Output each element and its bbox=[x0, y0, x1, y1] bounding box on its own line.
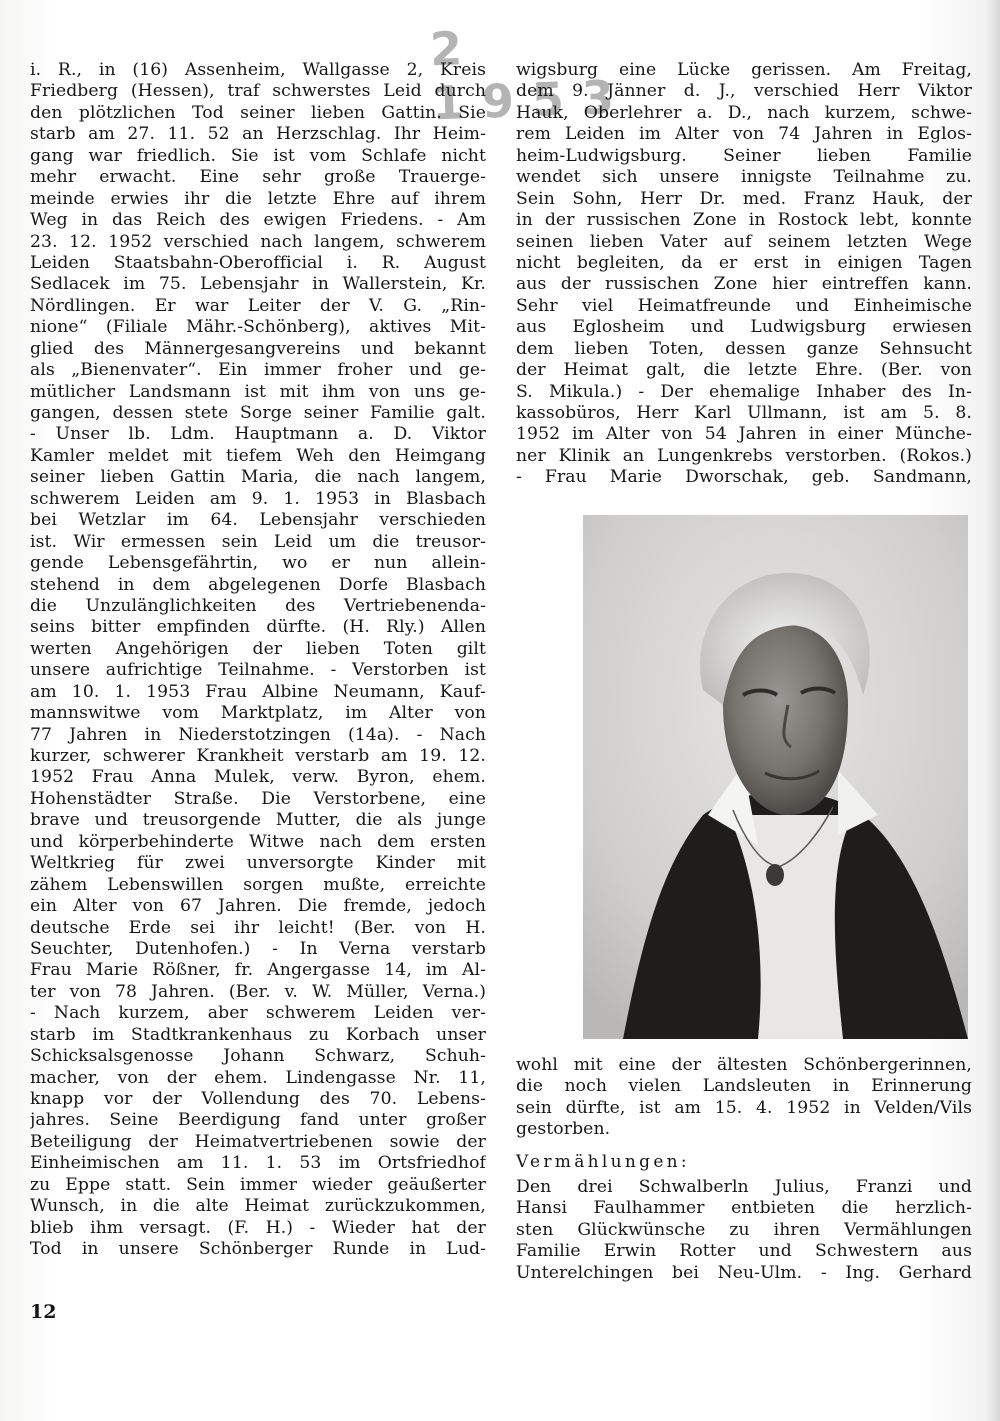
text-line: stehend in dem abgelegenen Dorfe Blasbach bbox=[30, 574, 486, 595]
text-line: gende Lebensgefährtin, wo er nun allein- bbox=[30, 553, 486, 574]
text-line: mütlicher Landsmann ist mit ihm von uns ge- bbox=[30, 381, 486, 402]
text-line: brave und treusorgende Mutter, die als junge bbox=[30, 810, 486, 831]
text-line: - Frau Marie Dworschak, geb. Sandmann, bbox=[516, 467, 972, 488]
right-text-column bbox=[516, 60, 972, 489]
text-line: Den drei Schwalberln Julius, Franzi und bbox=[516, 1176, 972, 1197]
text-line: sten Glückwünsche zu ihren Vermählungen bbox=[516, 1219, 972, 1240]
text-line: Unterelchingen bei Neu-Ulm. - Ing. Gerhard bbox=[516, 1262, 972, 1283]
text-line: seiner lieben Gattin Maria, die nach langem, bbox=[30, 467, 486, 488]
text-line: Hohenstädter Straße. Die Verstorbene, eine bbox=[30, 788, 486, 809]
text-line: unsere aufrichtige Teilnahme. - Verstorben ist bbox=[30, 660, 486, 681]
text-line: blieb ihm versagt. (F. H.) - Wieder hat der bbox=[30, 1217, 486, 1238]
text-line: rem Leiden im Alter von 74 Jahren in Eglos- bbox=[516, 124, 972, 145]
text-line: nione“ (Filiale Mähr.-Schönberg), aktives Mit- bbox=[30, 317, 486, 338]
text-line: als „Bienenvater“. Ein immer froher und ge- bbox=[30, 360, 486, 381]
text-line: Familie Erwin Rotter und Schwestern aus bbox=[516, 1241, 972, 1262]
obituary-continuation bbox=[516, 60, 972, 489]
text-line: gangen, dessen stete Sorge seiner Familie galt. bbox=[30, 403, 486, 423]
text-line: kurzer, schwerer Krankheit verstarb am 19. 12. bbox=[30, 746, 486, 766]
text-line: Leiden Staatsbahn-Oberofficial i. R. August bbox=[30, 252, 486, 273]
text-line: am 10. 1. 1953 Frau Albine Neumann, Kauf- bbox=[30, 681, 486, 702]
archive-handwritten-mark: 2 1953 bbox=[429, 20, 633, 131]
text-line: Sein Sohn, Herr Dr. med. Franz Hauk, der bbox=[516, 188, 972, 209]
text-line: Tod in unsere Schönberger Runde in Lud- bbox=[30, 1239, 486, 1260]
text-line: 1952 Frau Anna Mulek, verw. Byron, ehem. bbox=[30, 767, 486, 788]
text-line: gestorben. bbox=[516, 1119, 611, 1140]
text-line: 77 Jahren in Niederstotzingen (14a). - Nach bbox=[30, 724, 486, 745]
text-line: Weltkrieg für zwei unversorgte Kinder mit bbox=[30, 853, 486, 874]
text-line: der Heimat galt, die letzte Ehre. (Ber. von bbox=[516, 360, 972, 381]
text-line: jahres. Seine Beerdigung fand unter großer bbox=[30, 1110, 486, 1131]
text-line: sein dürfte, ist am 15. 4. 1952 in Velden/Vils bbox=[516, 1097, 972, 1118]
text-line: Wunsch, in die alte Heimat zurückzukommen, bbox=[30, 1196, 486, 1217]
text-line: wigsburg eine Lücke gerissen. Am Freitag, bbox=[516, 60, 972, 80]
text-line: meinde erwies ihr die letzte Ehre auf ihrem bbox=[30, 188, 486, 209]
text-line: i. R., in (16) Assenheim, Wallgasse 2, Kreis bbox=[30, 60, 486, 80]
text-line: Schicksalsgenosse Johann Schwarz, Schuh- bbox=[30, 1046, 486, 1067]
text-line: den plötzlichen Tod seiner lieben Gattin. Sie bbox=[30, 102, 486, 123]
text-line: in der russischen Zone in Rostock lebt, konnte bbox=[516, 210, 972, 231]
text-line: mannswitwe vom Marktplatz, im Alter von bbox=[30, 703, 486, 724]
text-line: Sehr viel Heimatfreunde und Einheimische bbox=[516, 295, 972, 316]
right-lower-text bbox=[516, 1055, 972, 1284]
text-line: zu Eppe statt. Sein immer wieder geäußerter bbox=[30, 1174, 486, 1195]
obituary-ending bbox=[516, 1055, 972, 1141]
text-line: werten Angehörigen der lieben Toten gilt bbox=[30, 638, 486, 659]
text-line: dem 9. Jänner d. J., verschied Herr Viktor bbox=[516, 81, 972, 102]
text-line: seins bitter empfinden dürfte. (H. Rly.) Allen bbox=[30, 617, 486, 638]
marriage-announcements bbox=[516, 1177, 972, 1284]
text-line: mehr erwacht. Eine sehr große Trauerge- bbox=[30, 167, 486, 188]
text-line: schwerem Leiden am 9. 1. 1953 in Blasbach bbox=[30, 488, 486, 509]
left-text-column bbox=[30, 60, 486, 1261]
text-line: wendet sich unsere innigste Teilnahme zu. bbox=[516, 167, 972, 188]
text-line: Friedberg (Hessen), traf schwerstes Leid durch bbox=[30, 81, 486, 102]
text-line: macher, von der ehem. Lindengasse Nr. 11, bbox=[30, 1067, 486, 1088]
text-line: nicht begleiten, da er erst in einigen Tagen bbox=[516, 252, 972, 273]
text-line: starb am 27. 11. 52 an Herzschlag. Ihr Heim- bbox=[30, 124, 486, 145]
text-line: bei Wetzlar im 64. Lebensjahr verschieden bbox=[30, 510, 486, 531]
page-number: 12 bbox=[30, 1301, 57, 1323]
text-line: starb im Stadtkrankenhaus zu Korbach unser bbox=[30, 1024, 486, 1045]
text-line: die Unzulänglichkeiten des Vertriebenenda- bbox=[30, 595, 486, 616]
text-line: dem lieben Toten, dessen ganze Sehnsucht bbox=[516, 338, 972, 359]
text-line: Nördlingen. Er war Leiter der V. G. „Rin- bbox=[30, 295, 486, 316]
text-line: ist. Wir ermessen sein Leid um die treusor- bbox=[30, 531, 486, 552]
text-line: ner Klinik an Lungenkrebs verstorben. (Rokos.) bbox=[516, 445, 972, 466]
text-line: ein Alter von 67 Jahren. Die fremde, jedoch bbox=[30, 896, 486, 917]
text-line: Sedlacek im 75. Lebensjahr in Wallerstein, Kr. bbox=[30, 274, 486, 295]
text-line: aus der russischen Zone hier eintreffen kann. bbox=[516, 274, 972, 295]
text-line: aus Eglosheim und Ludwigsburg erwiesen bbox=[516, 317, 972, 338]
page-edge-shadow bbox=[986, 0, 1000, 1421]
text-line: seinen lieben Vater auf seinem letzten Wege bbox=[516, 231, 972, 252]
text-line: heim-Ludwigsburg. Seiner lieben Familie bbox=[516, 145, 972, 166]
text-line: S. Mikula.) - Der ehemalige Inhaber des In- bbox=[516, 381, 972, 402]
text-line: und körperbehinderte Witwe nach dem ersten bbox=[30, 831, 486, 852]
text-line: Hansi Faulhammer entbieten die herzlich- bbox=[516, 1198, 972, 1219]
text-line: Weg in das Reich des ewigen Friedens. - Am bbox=[30, 210, 486, 231]
text-line: Einheimischen am 11. 1. 53 im Ortsfriedhof bbox=[30, 1153, 486, 1174]
text-line: 23. 12. 1952 verschied nach langem, schwerem bbox=[30, 231, 486, 252]
text-line: Seuchter, Dutenhofen.) - In Verna verstarb bbox=[30, 938, 486, 959]
text-line: deutsche Erde sei ihr leicht! (Ber. von H. bbox=[30, 917, 486, 938]
text-line: zähem Lebenswillen sorgen mußte, erreichte bbox=[30, 874, 486, 895]
text-line: - Unser lb. Ldm. Hauptmann a. D. Viktor bbox=[30, 424, 486, 445]
text-line: wohl mit eine der ältesten Schönbergerinnen, bbox=[516, 1055, 972, 1075]
text-line: Beteiligung der Heimatvertriebenen sowie der bbox=[30, 1131, 486, 1152]
text-line: Kamler meldet mit tiefem Weh den Heimgang bbox=[30, 445, 486, 466]
portrait-photo-marie-dworschak bbox=[583, 515, 968, 1039]
text-line: glied des Männergesangvereins und bekannt bbox=[30, 338, 486, 359]
section-heading-vermaehlungen: Vermählungen: bbox=[516, 1151, 690, 1172]
text-line: kassobüros, Herr Karl Ullmann, ist am 5. 8. bbox=[516, 403, 972, 423]
text-line: gang war friedlich. Sie ist vom Schlafe nicht bbox=[30, 145, 486, 166]
text-line: - Nach kurzem, aber schwerem Leiden ver- bbox=[30, 1003, 486, 1024]
text-line: Frau Marie Rößner, fr. Angergasse 14, im Al- bbox=[30, 960, 486, 981]
text-line: knapp vor der Vollendung des 70. Lebens- bbox=[30, 1089, 486, 1109]
text-line: Hauk, Oberlehrer a. D., nach kurzem, schwe- bbox=[516, 102, 972, 123]
text-line: 1952 im Alter von 54 Jahren in einer Münche- bbox=[516, 424, 972, 445]
text-line: ter von 78 Jahren. (Ber. v. W. Müller, Verna.) bbox=[30, 981, 486, 1002]
text-line: die noch vielen Landsleuten in Erinnerung bbox=[516, 1076, 972, 1097]
